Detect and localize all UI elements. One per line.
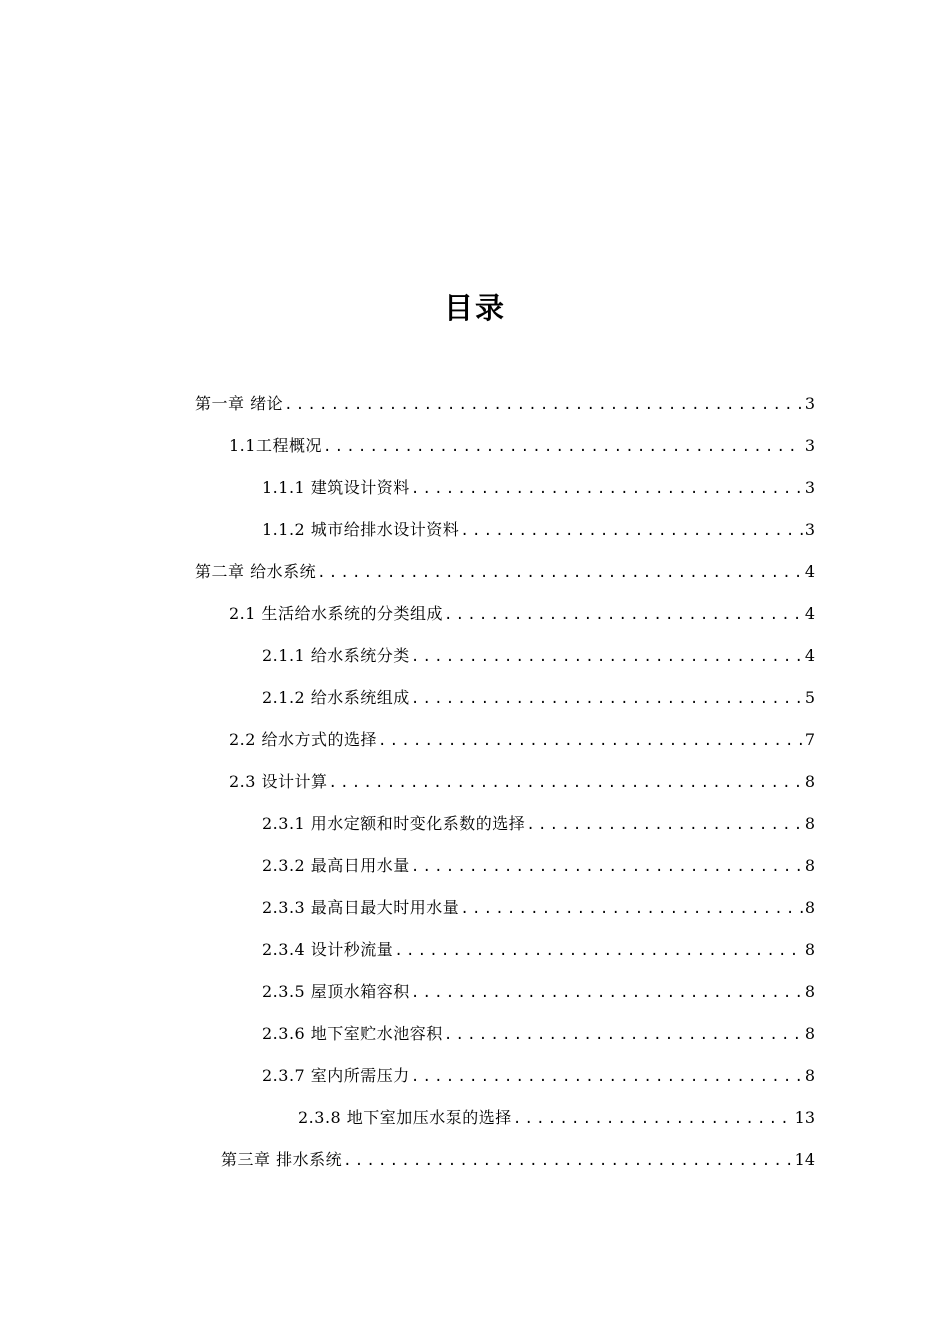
toc-leader-dots [411, 978, 803, 1008]
toc-page-number: 8 [804, 772, 815, 791]
toc-page-number: 8 [804, 856, 815, 875]
toc-entry[interactable] [229, 599, 815, 629]
toc-entry-text: 2.3.8 地下室加压水泵的选择 [298, 1108, 512, 1127]
toc-page-number: 8 [804, 940, 815, 959]
toc-entry-text: 2.3.7 室内所需压力 [262, 1066, 410, 1085]
toc-entry[interactable] [229, 767, 815, 797]
toc-entry-text: 2.3.5 屋顶水箱容积 [262, 982, 410, 1001]
toc-leader-dots [444, 1020, 803, 1050]
toc-entry-text: 2.3.2 最高日用水量 [262, 856, 410, 875]
toc-page-number: 3 [804, 478, 815, 497]
toc-entry[interactable] [262, 1019, 815, 1049]
toc-leader-dots [444, 600, 803, 630]
toc-leader-dots [323, 432, 803, 462]
toc-entry[interactable] [221, 1145, 815, 1175]
toc-entry-text: 第一章 绪论 [195, 394, 284, 413]
toc-leader-dots [317, 558, 803, 588]
toc-entry-text: 2.3.1 用水定额和时变化系数的选择 [262, 814, 526, 833]
toc-leader-dots [329, 768, 803, 798]
toc-entry[interactable] [262, 473, 815, 503]
toc-entry[interactable] [262, 641, 815, 671]
toc-page-number: 8 [804, 814, 815, 833]
toc-leader-dots [343, 1146, 793, 1176]
page-title: 目录 [443, 291, 506, 325]
toc-entry-text: 2.3.6 地下室贮水池容积 [262, 1024, 443, 1043]
toc-entry-text: 2.3.4 设计秒流量 [262, 940, 394, 959]
toc-entry[interactable] [262, 809, 815, 839]
toc-page-number: 4 [804, 604, 815, 623]
toc-entry-text: 第三章 排水系统 [221, 1150, 343, 1169]
toc-page-number: 8 [804, 1024, 815, 1043]
toc-leader-dots [378, 726, 803, 756]
toc-entry[interactable] [229, 725, 815, 755]
toc-entry-text: 第二章 给水系统 [195, 562, 317, 581]
toc-page-number: 7 [804, 730, 815, 749]
toc-leader-dots [394, 936, 803, 966]
toc-page-number: 8 [804, 898, 815, 917]
toc-leader-dots [526, 810, 803, 840]
toc-entry[interactable] [262, 683, 815, 713]
toc-entry[interactable] [262, 515, 815, 545]
toc-entry-text: 1.1.2 城市给排水设计资料 [262, 520, 460, 539]
toc-page-number: 8 [804, 1066, 815, 1085]
toc-entry[interactable] [262, 977, 815, 1007]
toc-leader-dots [411, 684, 803, 714]
toc-entry[interactable] [262, 851, 815, 881]
toc-entry[interactable] [195, 557, 815, 587]
toc-leader-dots [513, 1104, 793, 1134]
toc-leader-dots [460, 894, 803, 924]
toc-entry[interactable] [195, 389, 815, 419]
toc-entry-text: 2.3 设计计算 [229, 772, 328, 791]
toc-entry[interactable] [262, 893, 815, 923]
toc-leader-dots [411, 642, 803, 672]
toc-entry[interactable] [262, 1061, 815, 1091]
toc-page-number: 13 [794, 1108, 815, 1127]
toc-page-number: 3 [804, 394, 815, 413]
toc-entry[interactable] [229, 431, 815, 461]
toc-entry-text: 2.1.2 给水系统组成 [262, 688, 410, 707]
toc-entry-text: 2.2 给水方式的选择 [229, 730, 378, 749]
toc-entry-text: 1.1.1 建筑设计资料 [262, 478, 410, 497]
toc-leader-dots [411, 474, 803, 504]
toc-page-number: 3 [804, 520, 815, 539]
toc-entry-text: 2.1.1 给水系统分类 [262, 646, 410, 665]
toc-page-number: 14 [794, 1150, 815, 1169]
toc-page-number: 3 [804, 436, 815, 455]
toc-leader-dots [411, 1062, 803, 1092]
toc-page-number: 5 [804, 688, 815, 707]
toc-entry-text: 1.1工程概况 [229, 436, 322, 455]
toc-leader-dots [284, 390, 803, 420]
toc-leader-dots [460, 516, 803, 546]
toc-entry[interactable] [262, 935, 815, 965]
toc-leader-dots [411, 852, 803, 882]
toc-entry[interactable] [298, 1103, 815, 1133]
toc-entry-text: 2.1 生活给水系统的分类组成 [229, 604, 444, 623]
toc-page-number: 8 [804, 982, 815, 1001]
toc-entry-text: 2.3.3 最高日最大时用水量 [262, 898, 460, 917]
toc-page-number: 4 [804, 562, 815, 581]
toc-page-number: 4 [804, 646, 815, 665]
